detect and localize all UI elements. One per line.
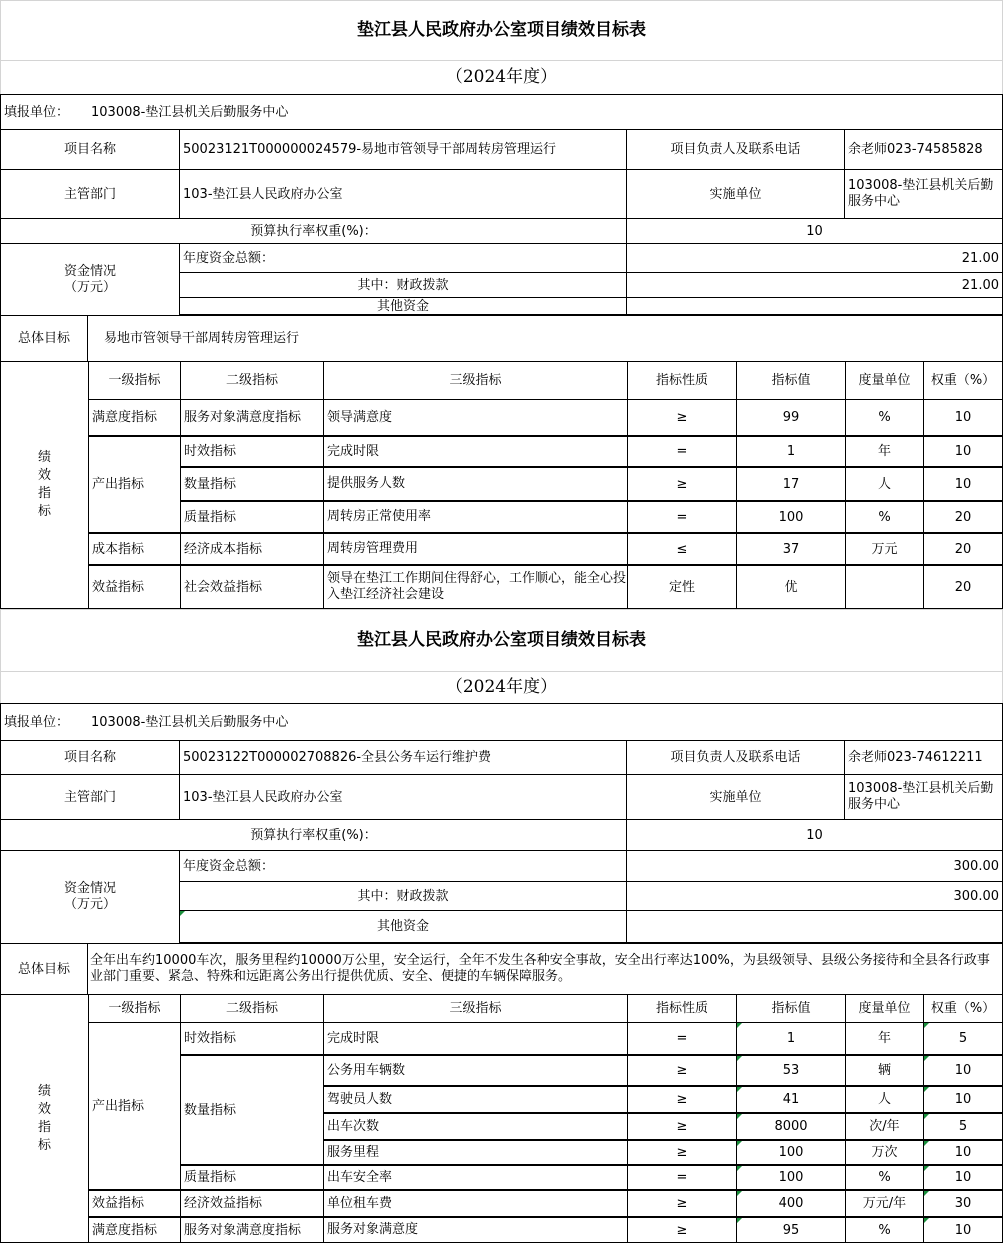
indicator-weight-text: 10: [954, 1145, 972, 1160]
indicator-weight: [923, 1165, 1003, 1190]
level3-indicator-text: 领导满意度: [327, 409, 393, 425]
table-year-text: （2024年度）: [445, 677, 558, 697]
perf-header-6: [845, 361, 923, 399]
indicator-value: [736, 533, 845, 565]
perf-header-5-text: 指标值: [771, 373, 811, 388]
indicator-weight-text: 5: [958, 1119, 968, 1134]
indicator-unit: [845, 1055, 923, 1086]
perf-header-6: [845, 994, 923, 1022]
level2-indicator-text: 数量指标: [184, 1102, 237, 1118]
table-year-text: （2024年度）: [445, 67, 558, 87]
indicator-weight-text: 10: [954, 444, 972, 459]
reporting-unit-text: 103008-垫江县机关后勤服务中心: [91, 714, 289, 730]
perf-header-4-text: 指标性质: [655, 1001, 708, 1016]
budget-weight: [627, 218, 1003, 243]
dept-label-text: 主管部门: [63, 789, 116, 805]
level1-indicator: [88, 399, 180, 436]
indicator-value: [736, 501, 845, 533]
goal-label: [0, 315, 88, 361]
indicator-weight: [923, 399, 1003, 436]
indicator-weight: [923, 1022, 1003, 1055]
level1-indicator-text: 效益指标: [92, 1196, 145, 1211]
perf-header-6-text: 度量单位: [858, 373, 911, 388]
reporting-unit-label-text: 填报单位：: [4, 104, 70, 120]
budget-weight-text: 10: [806, 827, 823, 843]
level3-indicator: [323, 1190, 627, 1217]
level3-indicator-text: 出车次数: [327, 1118, 380, 1134]
other-funds-label-text: 其他资金: [376, 298, 429, 314]
level1-indicator: [88, 533, 180, 565]
level1-indicator-text: 产出指标: [92, 477, 145, 492]
indicator-nature-text: ≥: [676, 1063, 688, 1078]
indicator-unit: [845, 1165, 923, 1190]
fiscal: [627, 272, 1003, 297]
level2-indicator-text: 社会效益指标: [184, 579, 263, 595]
table-title-text: 垫江县人民政府办公室项目绩效目标表: [357, 20, 646, 40]
perf-header-2: [180, 361, 323, 399]
fiscal: [627, 881, 1003, 910]
perf-header-7-text: 权重（%）: [930, 373, 996, 388]
budget-weight-text: 10: [806, 223, 823, 239]
indicator-unit-text: %: [878, 410, 891, 425]
indicator-weight: [923, 1140, 1003, 1165]
perf-header-1-text: 一级指标: [108, 373, 161, 388]
dept: [180, 169, 627, 218]
level3-indicator: [323, 533, 627, 565]
table-year: [0, 671, 1003, 703]
level2-indicator: [180, 436, 323, 467]
indicator-nature-text: ≥: [676, 1222, 688, 1238]
indicator-value: [736, 436, 845, 467]
level1-indicator: [88, 1190, 180, 1217]
indicator-nature-text: ≤: [676, 541, 688, 557]
funds-label-text: 资金情况 （万元）: [63, 881, 116, 912]
indicator-unit-text: 人: [877, 476, 891, 492]
indicator-value: [736, 1113, 845, 1140]
level2-indicator: [180, 1217, 323, 1243]
level3-indicator: [323, 501, 627, 533]
indicator-unit: [845, 1022, 923, 1055]
indicator-weight-text: 30: [954, 1196, 972, 1211]
indicator-weight: [923, 436, 1003, 467]
dept-text: 103-垫江县人民政府办公室: [183, 789, 343, 805]
reporting-unit: [88, 703, 1003, 740]
impl-label-text: 实施单位: [709, 789, 762, 805]
indicator-weight: [923, 565, 1003, 609]
total-funds: [627, 850, 1003, 881]
dept-text: 103-垫江县人民政府办公室: [183, 186, 343, 202]
table-year: [0, 60, 1003, 94]
level2-indicator: [180, 399, 323, 436]
indicator-value-text: 99: [782, 410, 800, 425]
level2-indicator-text: 时效指标: [184, 1031, 237, 1046]
contact-label-text: 项目负责人及联系电话: [670, 142, 801, 157]
level1-indicator-text: 满意度指标: [92, 1222, 158, 1238]
contact: [845, 129, 1003, 169]
indicator-unit-text: %: [878, 1222, 891, 1238]
indicator-unit: [845, 1190, 923, 1217]
total-funds-label-text: 年度资金总额：: [183, 250, 275, 266]
level1-indicator-text: 成本指标: [92, 541, 145, 557]
indicator-nature: [627, 467, 736, 501]
indicator-nature-text: =: [676, 444, 688, 459]
indicator-nature-text: ≥: [676, 1196, 688, 1211]
table-title-text: 垫江县人民政府办公室项目绩效目标表: [357, 630, 646, 650]
level2-indicator: [180, 1190, 323, 1217]
fiscal-label: [180, 272, 627, 297]
budget-weight-label-text: 预算执行率权重(%)：: [250, 223, 377, 239]
indicator-value-text: 41: [782, 1092, 800, 1107]
indicator-weight-text: 10: [954, 1092, 972, 1107]
indicator-value: [736, 1217, 845, 1243]
goal-label: [0, 943, 88, 994]
indicator-unit: [845, 399, 923, 436]
perf-header-6-text: 度量单位: [858, 1001, 911, 1016]
impl-label: [627, 774, 845, 819]
perf-header-3: [323, 361, 627, 399]
table-title: [0, 0, 1003, 60]
level2-indicator-text: 质量指标: [184, 509, 237, 525]
reporting-unit-text: 103008-垫江县机关后勤服务中心: [91, 104, 289, 120]
indicator-nature-text: =: [676, 1170, 688, 1185]
perf-label: [0, 361, 88, 609]
contact-text: 余老师023-74585828: [848, 142, 983, 157]
level3-indicator: [323, 1140, 627, 1165]
indicator-weight: [923, 1113, 1003, 1140]
contact-label: [627, 740, 845, 774]
indicator-unit-text: 万次: [871, 1145, 898, 1160]
fiscal-label-text: 其中：财政拨款: [357, 277, 449, 293]
perf-header-1: [88, 361, 180, 399]
level3-indicator: [323, 565, 627, 609]
indicator-value: [736, 399, 845, 436]
indicator-value: [736, 1140, 845, 1165]
level3-indicator: [323, 1055, 627, 1086]
indicator-nature-text: ≥: [676, 1092, 688, 1107]
indicator-weight-text: 20: [954, 579, 972, 595]
level2-indicator-text: 数量指标: [184, 476, 237, 492]
indicator-nature: [627, 1086, 736, 1113]
project-name-text: 50023121T000000024579-易地市管领导干部周转房管理运行: [183, 142, 557, 157]
other-funds: [627, 910, 1003, 943]
indicator-unit-text: 万元: [871, 541, 898, 557]
level3-indicator: [323, 1217, 627, 1243]
level1-indicator: [88, 436, 180, 533]
indicator-nature-text: ≥: [676, 1145, 688, 1160]
other-funds: [627, 297, 1003, 315]
table-title: [0, 609, 1003, 671]
level2-indicator: [180, 467, 323, 501]
indicator-unit-text: 人: [877, 1092, 891, 1107]
goal-label-text: 总体目标: [17, 331, 70, 346]
level3-indicator-text: 周转房正常使用率: [327, 509, 432, 524]
level2-indicator-text: 服务对象满意度指标: [184, 410, 302, 425]
indicator-value-text: 8000: [774, 1119, 808, 1134]
indicator-value: [736, 1086, 845, 1113]
budget-weight: [627, 819, 1003, 850]
level2-indicator-text: 质量指标: [184, 1170, 237, 1185]
total-funds-label: [180, 243, 627, 272]
reporting-unit-label: [0, 703, 88, 740]
indicator-value: [736, 1190, 845, 1217]
indicator-weight: [923, 1055, 1003, 1086]
indicator-nature: [627, 1165, 736, 1190]
budget-weight-label: [0, 819, 627, 850]
indicator-nature-text: =: [676, 1031, 688, 1046]
project-name-label-text: 项目名称: [63, 750, 116, 765]
indicator-unit: [845, 467, 923, 501]
indicator-value-text: 1: [786, 1031, 796, 1046]
indicator-value: [736, 1055, 845, 1086]
level3-indicator-text: 驾驶员人数: [327, 1091, 393, 1107]
level3-indicator-text: 提供服务人数: [327, 476, 406, 491]
indicator-weight: [923, 1190, 1003, 1217]
perf-header-4-text: 指标性质: [655, 373, 708, 388]
indicator-nature: [627, 1190, 736, 1217]
indicator-nature-text: 定性: [668, 579, 695, 595]
level3-indicator: [323, 467, 627, 501]
indicator-unit-text: %: [878, 509, 891, 525]
indicator-weight-text: 10: [954, 1170, 972, 1185]
perf-header-5: [736, 361, 845, 399]
indicator-unit: [845, 565, 923, 609]
perf-header-3-text: 三级指标: [449, 1001, 502, 1016]
reporting-unit-label-text: 填报单位：: [4, 714, 70, 730]
reporting-unit-label: [0, 94, 88, 129]
level3-indicator: [323, 399, 627, 436]
fiscal-text: 21.00: [961, 277, 999, 293]
perf-label-text: 绩效指标: [37, 1083, 51, 1153]
level1-indicator-text: 满意度指标: [92, 410, 158, 425]
level1-indicator-text: 产出指标: [92, 1098, 145, 1114]
indicator-value-text: 17: [782, 476, 800, 492]
goal-text: 易地市管领导干部周转房管理运行: [104, 330, 300, 346]
impl-label: [627, 169, 845, 218]
impl: [845, 169, 1003, 218]
indicator-weight: [923, 1086, 1003, 1113]
level3-indicator-text: 服务里程: [327, 1144, 380, 1160]
indicator-unit-text: 年: [877, 444, 891, 459]
dept: [180, 774, 627, 819]
project-name: [180, 129, 627, 169]
indicator-value-text: 1: [786, 444, 796, 459]
perf-header-3-text: 三级指标: [449, 373, 502, 388]
level3-indicator: [323, 1165, 627, 1190]
indicator-weight-text: 10: [954, 476, 972, 492]
perf-header-7: [923, 994, 1003, 1022]
impl-label-text: 实施单位: [709, 186, 762, 202]
perf-header-4: [627, 361, 736, 399]
indicator-weight-text: 10: [954, 410, 972, 425]
level1-indicator: [88, 1217, 180, 1243]
perf-header-4: [627, 994, 736, 1022]
indicator-value-text: 37: [782, 541, 800, 557]
project-name-label-text: 项目名称: [63, 142, 116, 157]
fiscal-text: 300.00: [953, 888, 999, 904]
indicator-value-text: 53: [782, 1063, 800, 1078]
perf-header-5: [736, 994, 845, 1022]
dept-label: [0, 774, 180, 819]
total-funds-text: 300.00: [953, 858, 999, 874]
total-funds-text: 21.00: [961, 250, 999, 266]
level2-indicator: [180, 533, 323, 565]
indicator-weight: [923, 501, 1003, 533]
level3-indicator-text: 周转房管理费用: [327, 541, 419, 556]
indicator-nature: [627, 399, 736, 436]
level3-indicator: [323, 1022, 627, 1055]
contact-text: 余老师023-74612211: [848, 750, 983, 765]
level3-indicator-text: 领导在垫江工作期间住得舒心，工作顺心，能全心投入垫江经济社会建设: [327, 571, 627, 602]
perf-header-3: [323, 994, 627, 1022]
level3-indicator-text: 服务对象满意度: [327, 1222, 419, 1237]
indicator-value-text: 95: [782, 1222, 800, 1238]
goal: [88, 943, 1003, 994]
project-name-label: [0, 129, 180, 169]
indicator-value: [736, 1022, 845, 1055]
indicator-nature-text: ≥: [676, 410, 688, 425]
level3-indicator: [323, 436, 627, 467]
level1-indicator: [88, 565, 180, 609]
indicator-weight-text: 10: [954, 1063, 972, 1078]
indicator-nature: [627, 1140, 736, 1165]
indicator-unit-text: 辆: [877, 1063, 891, 1078]
project-name: [180, 740, 627, 774]
level2-indicator: [180, 1165, 323, 1190]
indicator-value-text: 100: [778, 509, 804, 525]
contact-label: [627, 129, 845, 169]
level2-indicator-text: 时效指标: [184, 444, 237, 459]
indicator-weight-text: 20: [954, 509, 972, 525]
perf-label-text: 绩效指标: [37, 450, 51, 519]
indicator-value: [736, 565, 845, 609]
indicator-unit-text: 万元/年: [862, 1196, 907, 1211]
indicator-weight: [923, 1217, 1003, 1243]
fiscal-label: [180, 881, 627, 910]
indicator-weight-text: 5: [958, 1031, 968, 1046]
level2-indicator: [180, 565, 323, 609]
indicator-weight: [923, 533, 1003, 565]
total-funds-label-text: 年度资金总额：: [183, 858, 275, 874]
dept-label: [0, 169, 180, 218]
other-funds-label: [180, 910, 627, 943]
contact: [845, 740, 1003, 774]
indicator-nature: [627, 1217, 736, 1243]
indicator-unit: [845, 501, 923, 533]
indicator-nature: [627, 1113, 736, 1140]
goal-text: 全年出车约10000车次，服务里程约10000万公里，安全运行，全年不发生各种安全事故，安全出行率达100%，为县级领导、县级公务接待和全县各行政事业部门重要、紧急、特殊和远距离公务出行提供优质、安全、便捷的车辆保障服务。: [90, 953, 990, 984]
reporting-unit: [88, 94, 1003, 129]
goal: [88, 315, 1003, 361]
project-name-label: [0, 740, 180, 774]
indicator-nature-text: ≥: [676, 1119, 688, 1134]
indicator-nature-text: =: [676, 509, 688, 525]
level1-indicator-text: 效益指标: [92, 579, 145, 595]
total-funds-label: [180, 850, 627, 881]
level2-indicator-text: 经济效益指标: [184, 1196, 263, 1211]
indicator-unit-text: 年: [877, 1031, 891, 1046]
impl-text: 103008-垫江县机关后勤服务中心: [848, 781, 994, 812]
indicator-weight: [923, 467, 1003, 501]
level1-indicator: [88, 1022, 180, 1190]
other-funds-label: [180, 297, 627, 315]
indicator-nature: [627, 533, 736, 565]
indicator-unit: [845, 533, 923, 565]
level3-indicator-text: 出车安全率: [327, 1169, 393, 1185]
other-funds-label-text: 其他资金: [376, 919, 429, 934]
indicator-unit-text: 次/年: [869, 1119, 900, 1134]
budget-weight-label: [0, 218, 627, 243]
indicator-unit: [845, 436, 923, 467]
contact-label-text: 项目负责人及联系电话: [670, 750, 801, 765]
indicator-unit: [845, 1217, 923, 1243]
perf-header-2: [180, 994, 323, 1022]
funds-label: [0, 243, 180, 315]
indicator-value-text: 100: [778, 1145, 804, 1160]
indicator-unit-text: %: [878, 1170, 891, 1185]
perf-header-7: [923, 361, 1003, 399]
indicator-value-text: 100: [778, 1170, 804, 1185]
perf-header-1: [88, 994, 180, 1022]
indicator-weight-text: 20: [954, 541, 972, 557]
level3-indicator: [323, 1086, 627, 1113]
indicator-unit: [845, 1113, 923, 1140]
total-funds: [627, 243, 1003, 272]
impl: [845, 774, 1003, 819]
funds-label: [0, 850, 180, 943]
level3-indicator-text: 公务用车辆数: [327, 1062, 406, 1078]
perf-header-7-text: 权重（%）: [930, 1001, 996, 1016]
indicator-unit: [845, 1140, 923, 1165]
indicator-value: [736, 1165, 845, 1190]
impl-text: 103008-垫江县机关后勤服务中心: [848, 178, 994, 209]
goal-label-text: 总体目标: [17, 961, 70, 977]
budget-weight-label-text: 预算执行率权重(%)：: [250, 827, 377, 843]
funds-label-text: 资金情况 （万元）: [63, 263, 116, 295]
level2-indicator: [180, 1055, 323, 1165]
level3-indicator-text: 完成时限: [327, 443, 380, 459]
level3-indicator: [323, 1113, 627, 1140]
indicator-nature-text: ≥: [676, 476, 688, 492]
indicator-value-text: 400: [778, 1196, 804, 1211]
dept-label-text: 主管部门: [63, 186, 116, 202]
level2-indicator: [180, 1022, 323, 1055]
indicator-nature: [627, 1055, 736, 1086]
indicator-nature: [627, 436, 736, 467]
perf-header-1-text: 一级指标: [108, 1001, 161, 1016]
perf-header-2-text: 二级指标: [225, 1001, 278, 1016]
level3-indicator-text: 完成时限: [327, 1030, 380, 1046]
level2-indicator-text: 服务对象满意度指标: [184, 1222, 302, 1238]
indicator-nature: [627, 501, 736, 533]
level2-indicator-text: 经济成本指标: [184, 541, 263, 557]
perf-header-5-text: 指标值: [771, 1001, 811, 1016]
fiscal-label-text: 其中：财政拨款: [357, 888, 449, 904]
indicator-nature: [627, 1022, 736, 1055]
indicator-value-text: 优: [784, 579, 798, 595]
indicator-weight-text: 10: [954, 1222, 972, 1238]
level3-indicator-text: 单位租车费: [327, 1195, 393, 1211]
indicator-nature: [627, 565, 736, 609]
indicator-value: [736, 467, 845, 501]
perf-label: [0, 994, 88, 1243]
indicator-unit: [845, 1086, 923, 1113]
project-name-text: 50023122T000002708826-全县公务车运行维护费: [183, 750, 492, 765]
perf-header-2-text: 二级指标: [225, 373, 278, 388]
level2-indicator: [180, 501, 323, 533]
